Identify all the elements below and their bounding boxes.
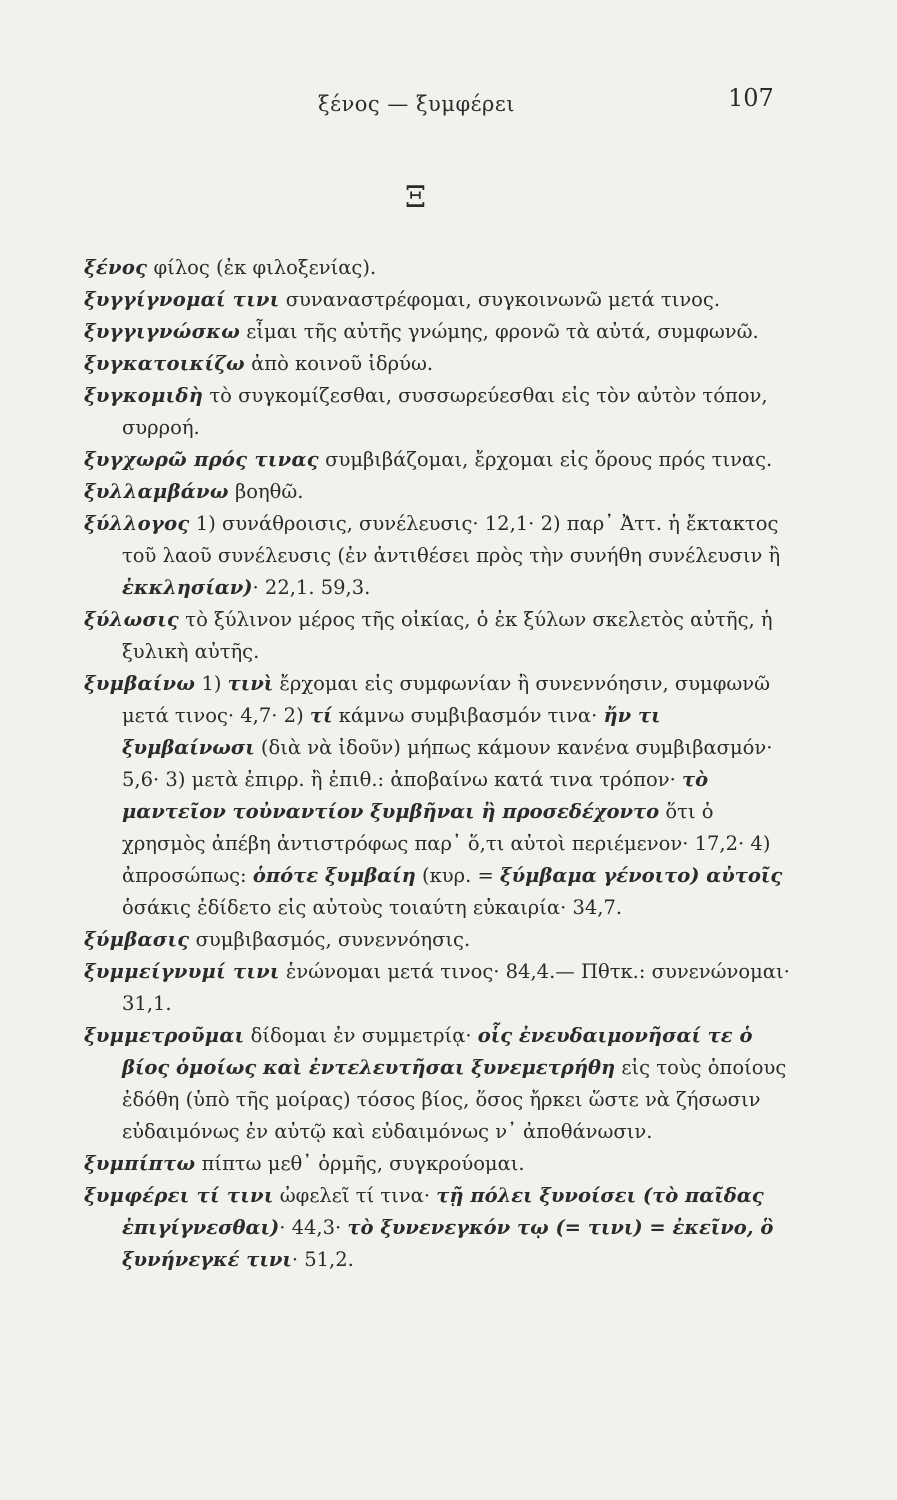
- headword: ξυγκατοικίζω: [84, 352, 245, 375]
- headword: ξυγγίγνομαί τινι: [84, 288, 280, 311]
- definition: τὸ ξύλινον μέρος τῆς οἰκίας, ὁ ἐκ ξύλων σκελετὸς αὐτῆς, ἡ ξυλικὴ αὐτῆς.: [122, 608, 773, 663]
- emphasis: τινὶ: [227, 672, 274, 695]
- entry-xymmeignymi: [84, 956, 794, 1020]
- definition: · 22,1. 59,3.: [252, 576, 371, 599]
- definition: ὁσάκις ἐδίδετο εἰς αὐτοὺς τοιαύτη εὐκαιρία· 34,7.: [122, 896, 623, 919]
- definition: δίδομαι ἐν συμμετρίᾳ·: [244, 1024, 478, 1047]
- headword: ξυγκομιδὴ: [84, 384, 204, 407]
- entry-xyllambano: [84, 476, 794, 508]
- definition: εἶμαι τῆς αὐτῆς γνώμης, φρονῶ τὰ αὐτά, συμφωνῶ.: [240, 320, 759, 343]
- entry-xenos: [84, 252, 794, 284]
- definition: (διὰ νὰ ἰδοῦν) μήπως κάμουν κανένα συμβιβασμόν· 5,6· 3) μετὰ ἐπιρρ. ἢ ἐπιθ.: ἀποβαίνω κατά τινα τρόπον·: [122, 736, 773, 791]
- entry-xynkatoikizo: [84, 348, 794, 380]
- headword: ξυμφέρει τί τινι: [84, 1184, 274, 1207]
- definition: συμβιβάζομαι, ἔρχομαι εἰς ὅρους πρός τινας.: [318, 448, 773, 471]
- section-letter: Ξ: [405, 180, 427, 215]
- definition: ἀπὸ κοινοῦ ἱδρύω.: [244, 352, 434, 375]
- citation: τὸ μαντεῖον τοὐναντίον ξυμβῆναι ἢ προσεδέχοντο: [122, 768, 709, 823]
- emphasis: ἐκκλησίαν): [122, 576, 253, 599]
- page-number: 107: [728, 84, 774, 112]
- headword: ξύλωσις: [84, 608, 180, 631]
- definition: ὅτι ὁ χρησμὸς ἀπέβη ἀντιστρόφως παρ᾽ ὅ,τι αὐτοὶ περιέμενον· 17,2· 4) ἀπροσώπως:: [122, 800, 771, 887]
- entry-xymbasis: [84, 924, 794, 956]
- citation: ξύμβαμα γένοιτο) αὐτοῖς: [500, 864, 783, 887]
- entry-list: [84, 252, 794, 1276]
- headword: ξυμμείγνυμί τινι: [84, 960, 280, 983]
- headword: ξυμπίπτω: [84, 1152, 196, 1175]
- headword: ξύμβασις: [84, 928, 190, 951]
- entry-xyngignomai: [84, 284, 794, 316]
- running-head: ξένος — ξυμφέρει: [318, 92, 515, 116]
- definition: συμβιβασμός, συνεννόησις.: [189, 928, 471, 951]
- headword: ξυμβαίνω: [84, 672, 196, 695]
- entry-xyngignosko: [84, 316, 794, 348]
- definition: 1) συνάθροισις, συνέλευσις· 12,1· 2) παρ᾽ Ἀττ. ἡ ἔκτακτος τοῦ λαοῦ συνέλευσις (ἐν ἀντιθέσει πρὸς τὴν συνήθη συνέλευσιν ἢ: [122, 512, 781, 567]
- definition: βοηθῶ.: [228, 480, 304, 503]
- citation: ἤν τι ξυμβαίνωσι: [122, 704, 661, 759]
- definition: ὠφελεῖ τί τινα·: [273, 1184, 437, 1207]
- citation: τὸ ξυνενεγκόν τῳ (= τινι) = ἐκεῖνο, ὃ ξυνήνεγκέ τινι: [122, 1216, 774, 1271]
- definition: ἑνώνομαι μετά τινος· 84,4.— Πθτκ.: συνενώνομαι· 31,1.: [122, 960, 790, 1015]
- headword: ξυγγιγνώσκω: [84, 320, 241, 343]
- entry-xymbaino: [84, 668, 794, 924]
- headword: ξυγχωρῶ πρός τινας: [84, 448, 319, 471]
- citation: ὁπότε ξυμβαίη: [252, 864, 416, 887]
- headword: ξένος: [84, 256, 148, 279]
- headword: ξυλλαμβάνω: [84, 480, 229, 503]
- definition: φίλος (ἐκ φιλοξενίας).: [147, 256, 377, 279]
- headword: ξύλλογος: [84, 512, 190, 535]
- definition: πίπτω μεθ᾽ ὁρμῆς, συγκρούομαι.: [195, 1152, 525, 1175]
- definition: συναναστρέφομαι, συγκοινωνῶ μετά τινος.: [279, 288, 721, 311]
- definition: · 51,2.: [291, 1248, 354, 1271]
- entry-xympipto: [84, 1148, 794, 1180]
- citation: οἷς ἐνευδαιμονῆσαί τε ὁ βίος ὁμοίως καὶ ἐντελευτῆσαι ξυνεμετρήθη: [122, 1024, 753, 1079]
- entry-xynchoro: [84, 444, 794, 476]
- definition: τὸ συγκομίζεσθαι, συσσωρεύεσθαι εἰς τὸν αὐτὸν τόπον, συρροή.: [122, 384, 768, 439]
- entry-xyllogos: [84, 508, 794, 604]
- definition: (κυρ. =: [415, 864, 501, 887]
- definition: ἔρχομαι εἰς συμφωνίαν ἢ συνεννόησιν, συμφωνῶ μετά τινος· 4,7· 2): [122, 672, 771, 727]
- definition: 1): [195, 672, 228, 695]
- headword: ξυμμετροῦμαι: [84, 1024, 245, 1047]
- entry-xympherei: [84, 1180, 794, 1276]
- entry-xymmetroumai: [84, 1020, 794, 1148]
- emphasis: τί: [309, 704, 333, 727]
- entry-xynkomide: [84, 380, 794, 444]
- definition: κάμνω συμβιβασμόν τινα·: [332, 704, 604, 727]
- definition: · 44,3·: [279, 1216, 348, 1239]
- citation: τῇ πόλει ξυνοίσει (τὸ παῖδας ἐπιγίγνεσθαι): [122, 1184, 764, 1239]
- definition: εἰς τοὺς ὁποίους ἐδόθη (ὑπὸ τῆς μοίρας) τόσος βίος, ὅσος ἤρκει ὥστε νὰ ζήσωσιν εὐδαιμόνως ἐν αὐτῷ καὶ εὐδαιμόνως ν᾽ ἀποθάνωσιν.: [122, 1056, 787, 1143]
- entry-xylosis: [84, 604, 794, 668]
